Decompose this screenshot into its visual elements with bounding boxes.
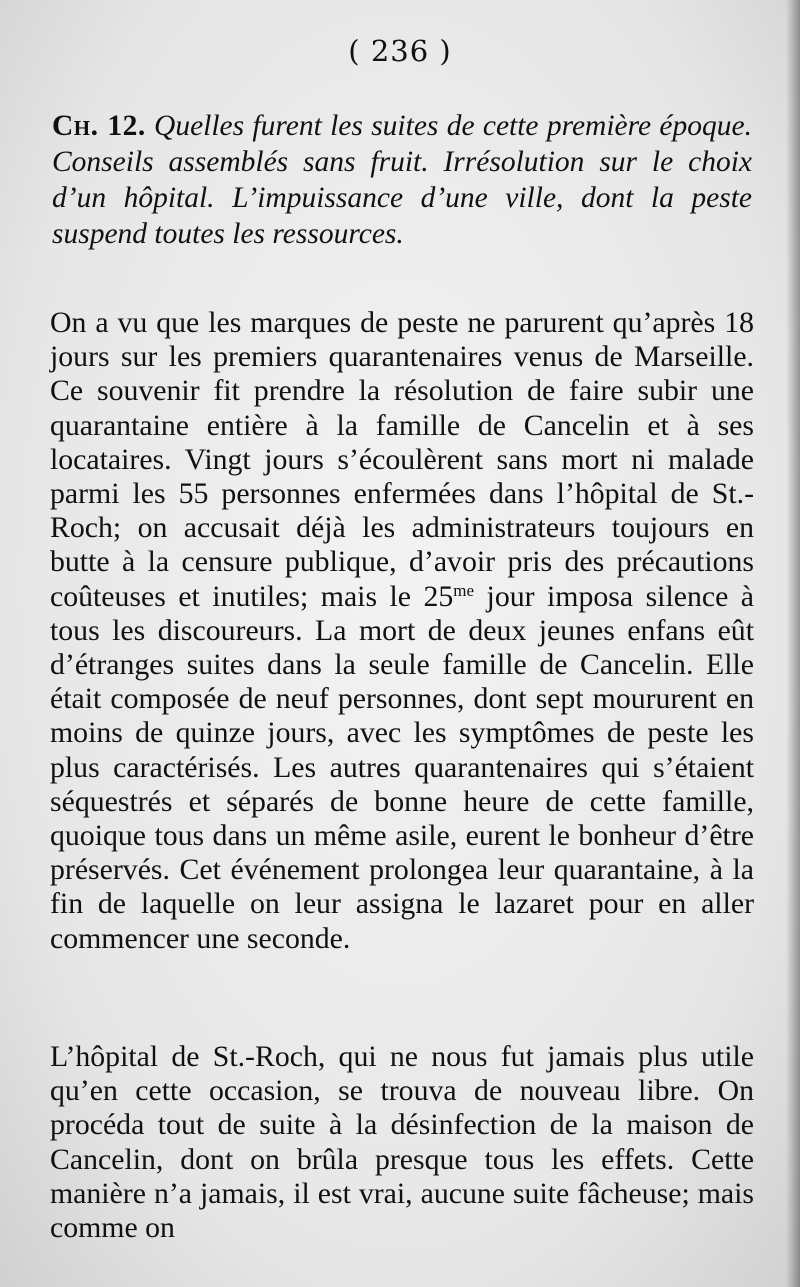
- page-number: ( 236 ): [348, 34, 452, 68]
- paragraph-1: [50, 306, 754, 956]
- chapter-title: Quelles furent les suites de cette première époque. Conseils assemblés sans fruit. Irrésolution sur le choix d’un hôpital. L’impuissance d’une ville, dont la peste suspend toutes les ressources.: [52, 110, 752, 250]
- chapter-number: Ch. 12.: [52, 110, 146, 142]
- ordinal-superscript: me: [453, 580, 475, 600]
- paragraph-1-text-b: jour imposa silence à tous les discoureurs. La mort de deux jeunes enfans eût d’étranges suites dans la seule famille de Cancelin. Elle était composée de neuf personnes, dont sept moururent en moins de quinze jours, avec les symptômes de peste les plus caractérisés. Les autres quarantenaires qui s’étaient séquestrés et séparés de bonne heure de cette famille, quoique tous dans un même asile, eurent le bonheur d’être préservés. Cet événement prolongea leur quarantaine, à la fin de laquelle on leur assigna le lazaret pour en aller commencer une seconde.: [50, 579, 754, 955]
- chapter-heading: [52, 108, 752, 252]
- paragraph-1-text-a: On a vu que les marques de peste ne parurent qu’après 18 jours sur les premiers quarantenaires venus de Marseille. Ce souvenir fit prendre la résolution de faire subir une quarantaine entière à la famille de Cancelin et à ses locataires. Vingt jours s’écoulèrent sans mort ni malade parmi les 55 personnes enfermées dans l’hôpital de St.-Roch; on accusait déjà les administrateurs toujours en butte à la censure publique, d’avoir pris des précautions coûteuses et inutiles; mais le 25: [50, 306, 754, 613]
- paragraph-2-text: L’hôpital de St.-Roch, qui ne nous fut jamais plus utile qu’en cette occasion, se trouva de nouveau libre. On procéda tout de suite à la désinfection de la maison de Cancelin, dont on brûla presque tous les effets. Cette manière n’a jamais, il est vrai, aucune suite fâcheuse; mais comme on: [50, 1040, 754, 1245]
- page-edge-shadow: [786, 0, 800, 1287]
- paragraph-2: [50, 1040, 754, 1245]
